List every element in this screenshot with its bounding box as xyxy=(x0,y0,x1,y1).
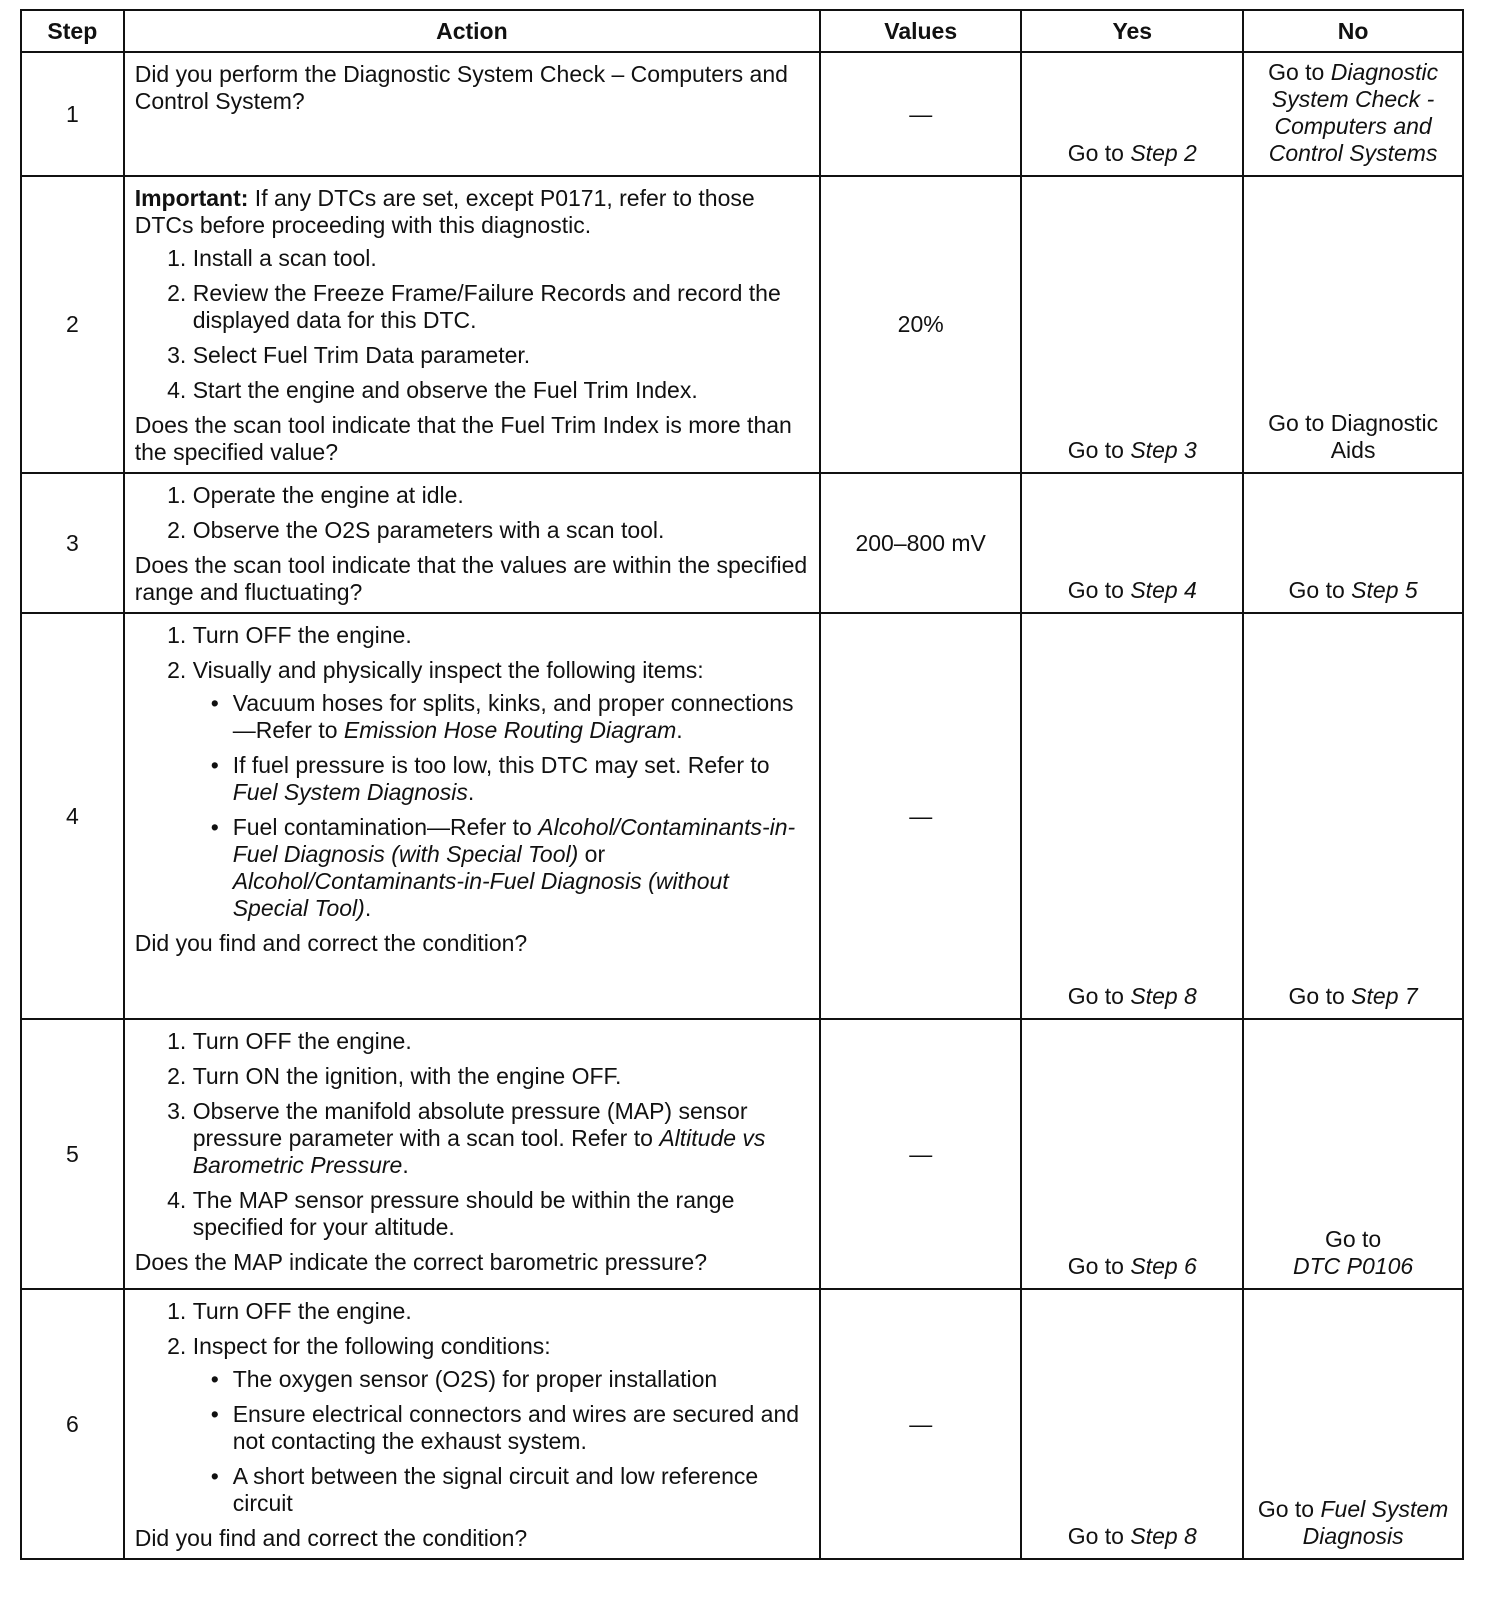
bullet-list xyxy=(193,1366,809,1517)
no-link[interactable]: Step 5 xyxy=(1351,577,1418,603)
yes-prefix: Go to xyxy=(1067,577,1131,603)
list-item: 1. Operate the engine at idle. xyxy=(193,482,809,509)
no-prefix: Go to xyxy=(1324,1226,1382,1252)
bullet-tail: . xyxy=(467,779,475,805)
table-row xyxy=(21,473,1463,613)
reference-link[interactable]: Fuel System Diagnosis xyxy=(232,779,468,805)
important-label: Important: xyxy=(134,185,249,211)
list-item xyxy=(193,1098,809,1179)
diagnostic-table xyxy=(20,9,1464,1560)
list-item: 1. Install a scan tool. xyxy=(193,245,809,272)
yes-cell xyxy=(1021,1289,1243,1559)
list-item-text: Observe the manifold absolute pressure (MAP) sensor pressure parameter with a scan tool. Refer to xyxy=(192,1098,748,1151)
reference-link[interactable]: Altitude vs Barometric Pressure xyxy=(192,1125,766,1178)
yes-cell xyxy=(1021,613,1243,1019)
procedure-list xyxy=(135,1028,809,1241)
value-cell: — xyxy=(820,52,1021,176)
question: Does the scan tool indicate that the Fuel Trim Index is more than the specified value? xyxy=(134,412,792,465)
important-note xyxy=(135,185,809,239)
header-yes: Yes xyxy=(1021,10,1243,52)
list-item xyxy=(193,1333,809,1517)
procedure-list xyxy=(135,245,809,404)
no-cell xyxy=(1243,473,1463,613)
list-item: 2. Turn ON the ignition, with the engine OFF. xyxy=(193,1063,809,1090)
bullet-item: • Ensure electrical connectors and wires are secured and not contacting the exhaust system. xyxy=(233,1401,809,1455)
step-number: 2 xyxy=(21,176,124,473)
table-row xyxy=(21,1289,1463,1559)
table-row xyxy=(21,613,1463,1019)
no-link[interactable]: Fuel System Diagnosis xyxy=(1302,1496,1449,1549)
action-cell xyxy=(124,52,820,176)
yes-prefix: Go to xyxy=(1067,1523,1131,1549)
header-values: Values xyxy=(820,10,1021,52)
action-cell xyxy=(124,473,820,613)
list-item: 2. Observe the O2S parameters with a scan tool. xyxy=(193,517,809,544)
list-item: 1. Turn OFF the engine. xyxy=(193,622,809,649)
bullet-item: • The oxygen sensor (O2S) for proper installation xyxy=(233,1366,809,1393)
list-item: 1. Turn OFF the engine. xyxy=(193,1028,809,1055)
no-cell[interactable]: Go to Diagnostic Aids xyxy=(1243,176,1463,473)
step-number: 6 xyxy=(21,1289,124,1559)
reference-link[interactable]: Emission Hose Routing Diagram xyxy=(343,717,677,743)
question: Did you find and correct the condition? xyxy=(134,930,528,956)
question: Does the MAP indicate the correct barometric pressure? xyxy=(134,1249,707,1275)
bullet-list xyxy=(193,690,809,922)
list-item: 2. Review the Freeze Frame/Failure Records and record the displayed data for this DTC. xyxy=(193,280,809,334)
list-item-text: Visually and physically inspect the following items: xyxy=(192,657,704,683)
header-row xyxy=(21,10,1463,52)
no-prefix: Go to xyxy=(1288,983,1352,1009)
yes-cell xyxy=(1021,176,1243,473)
value-cell: 200–800 mV xyxy=(820,473,1021,613)
no-cell xyxy=(1243,1019,1463,1289)
yes-prefix: Go to xyxy=(1067,140,1131,166)
bullet-text: Fuel contamination—Refer to xyxy=(232,814,539,840)
list-item: 1. Turn OFF the engine. xyxy=(193,1298,809,1325)
yes-link[interactable]: Step 3 xyxy=(1130,437,1197,463)
value-cell: — xyxy=(820,1289,1021,1559)
yes-link[interactable]: Step 8 xyxy=(1130,983,1197,1009)
bullet-text: Vacuum hoses for splits, kinks, and proper connections—Refer to xyxy=(232,690,794,743)
step-number: 5 xyxy=(21,1019,124,1289)
action-cell xyxy=(124,1019,820,1289)
yes-cell xyxy=(1021,52,1243,176)
value-cell: — xyxy=(820,613,1021,1019)
list-item: 4. Start the engine and observe the Fuel Trim Index. xyxy=(193,377,809,404)
header-step: Step xyxy=(21,10,124,52)
reference-link[interactable]: Alcohol/Contaminants-in-Fuel Diagnosis (with Special Tool) xyxy=(232,814,796,867)
value-cell: 20% xyxy=(820,176,1021,473)
procedure-list xyxy=(135,622,809,922)
value-cell: — xyxy=(820,1019,1021,1289)
bullet-mid: or xyxy=(578,841,606,867)
yes-prefix: Go to xyxy=(1067,983,1131,1009)
list-item: 4. The MAP sensor pressure should be within the range specified for your altitude. xyxy=(193,1187,809,1241)
no-prefix: Go to xyxy=(1288,577,1352,603)
table-row xyxy=(21,1019,1463,1289)
step-number: 3 xyxy=(21,473,124,613)
list-item xyxy=(193,657,809,922)
no-link[interactable]: DTC P0106 xyxy=(1293,1253,1414,1279)
bullet-item xyxy=(233,752,809,806)
yes-link[interactable]: Step 8 xyxy=(1130,1523,1197,1549)
bullet-text: If fuel pressure is too low, this DTC may set. Refer to xyxy=(232,752,770,778)
table-row xyxy=(21,176,1463,473)
step-number: 4 xyxy=(21,613,124,1019)
list-item-tail: . xyxy=(402,1152,409,1178)
no-link[interactable]: Diagnostic System Check - Computers and Control Systems xyxy=(1268,59,1439,166)
important-text: If any DTCs are set, except P0171, refer to those DTCs before proceeding with this diagnostic. xyxy=(134,185,755,238)
action-cell xyxy=(124,613,820,1019)
question: Did you find and correct the condition? xyxy=(134,1525,528,1551)
question: Did you perform the Diagnostic System Check – Computers and Control System? xyxy=(134,61,788,114)
no-prefix: Go to xyxy=(1268,59,1331,85)
header-action: Action xyxy=(124,10,820,52)
yes-prefix: Go to xyxy=(1067,1253,1131,1279)
no-cell xyxy=(1243,613,1463,1019)
list-item-text: Inspect for the following conditions: xyxy=(192,1333,551,1359)
bullet-item xyxy=(233,690,809,744)
bullet-item xyxy=(233,814,809,922)
no-link[interactable]: Step 7 xyxy=(1351,983,1418,1009)
procedure-list xyxy=(135,482,809,544)
bullet-item: • A short between the signal circuit and low reference circuit xyxy=(233,1463,809,1517)
yes-link[interactable]: Step 2 xyxy=(1130,140,1197,166)
step-number: 1 xyxy=(21,52,124,176)
yes-prefix: Go to xyxy=(1067,437,1131,463)
list-item: 3. Select Fuel Trim Data parameter. xyxy=(193,342,809,369)
no-prefix: Go to xyxy=(1257,1496,1321,1522)
yes-cell xyxy=(1021,1019,1243,1289)
reference-link[interactable]: Alcohol/Contaminants-in-Fuel Diagnosis (without Special Tool) xyxy=(232,868,729,921)
question: Does the scan tool indicate that the values are within the specified range and fluctuating? xyxy=(134,552,808,605)
procedure-list xyxy=(135,1298,809,1517)
bullet-tail: . xyxy=(676,717,683,743)
yes-cell xyxy=(1021,473,1243,613)
table-row xyxy=(21,52,1463,176)
bullet-tail: . xyxy=(364,895,372,921)
action-cell xyxy=(124,176,820,473)
action-cell xyxy=(124,1289,820,1559)
header-no: No xyxy=(1243,10,1463,52)
no-cell xyxy=(1243,1289,1463,1559)
no-cell xyxy=(1243,52,1463,176)
yes-link[interactable]: Step 6 xyxy=(1130,1253,1197,1279)
yes-link[interactable]: Step 4 xyxy=(1130,577,1197,603)
